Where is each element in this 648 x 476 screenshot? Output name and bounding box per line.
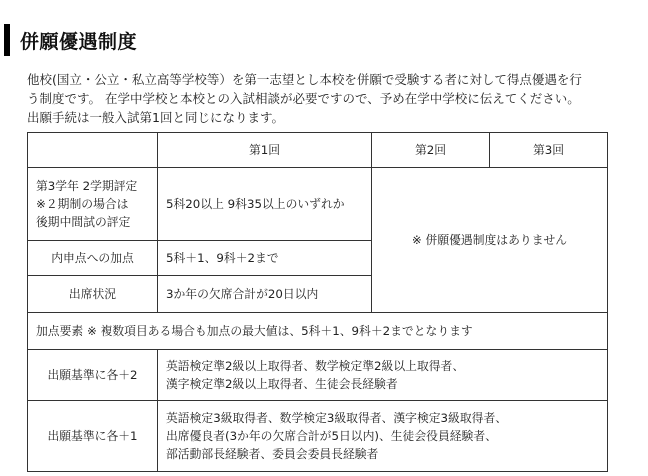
bonus-factors-note: 加点要素 ※ 複数項目ある場合も加点の最大値は、5科＋1、9科＋2までとなります [28,313,608,350]
table-row [28,313,608,350]
intro-line: 出願手続は一般入試第1回と同じになります。 [27,110,284,125]
plus1-line: 出席優良者(3か年の欠席合計が5日以内)、生徒会役員経験者、 [166,429,497,443]
plus1-line: 部活動部長経験者、委員会委員長経験者 [166,447,379,461]
plus2-line: 英語検定準2級以上取得者、数学検定準2級以上取得者、 [166,359,465,373]
table-row [28,401,608,472]
intro-line: 他校(国立・公立・私立高等学校等）を第一志望とし本校を併願で受験する者に対して得点優遇を行 [27,72,582,87]
column-header-round3: 第3回 [490,133,608,168]
plus1-label: 出願基準に各＋1 [28,401,158,472]
plus2-label: 出願基準に各＋2 [28,350,158,401]
attendance-value: 3か年の欠席合計が20日以内 [158,276,372,313]
header-empty-cell [28,133,158,168]
plus1-criteria [158,401,608,472]
grade-label-line: 第3学年 2学期評定 [36,179,138,193]
bonus-points-value: 5科＋1、9科＋2まで [158,241,372,276]
table-row [28,168,608,241]
intro-line: う制度です。 在学中学校と本校との入試相談が必要ですので、予め在学中学校に伝えてください。 [27,91,580,106]
grade-label-line: ※２期制の場合は [36,197,129,211]
intro-paragraph [27,70,637,127]
section-heading [4,24,137,56]
bonus-points-label: 内申点への加点 [28,241,158,276]
plus2-criteria [158,350,608,401]
table-header-row [28,133,608,168]
plus1-line: 英語検定3級取得者、数学検定3級取得者、漢字検定3級取得者、 [166,411,508,425]
column-header-round2: 第2回 [372,133,490,168]
plus2-line: 漢字検定準2級以上取得者、生徒会長経験者 [166,377,398,391]
section-title: 併願優遇制度 [20,30,138,53]
grade-criteria-value: 5科20以上 9科35以上のいずれか [158,168,372,241]
column-header-round1: 第1回 [158,133,372,168]
heading-accent-bar [4,24,10,56]
preferential-system-table [27,132,608,472]
no-system-note: ※ 併願優遇制度はありません [372,168,608,313]
grade-label-line: 後期中間試の評定 [36,215,131,229]
table-row [28,350,608,401]
grade-criteria-label [28,168,158,241]
attendance-label: 出席状況 [28,276,158,313]
